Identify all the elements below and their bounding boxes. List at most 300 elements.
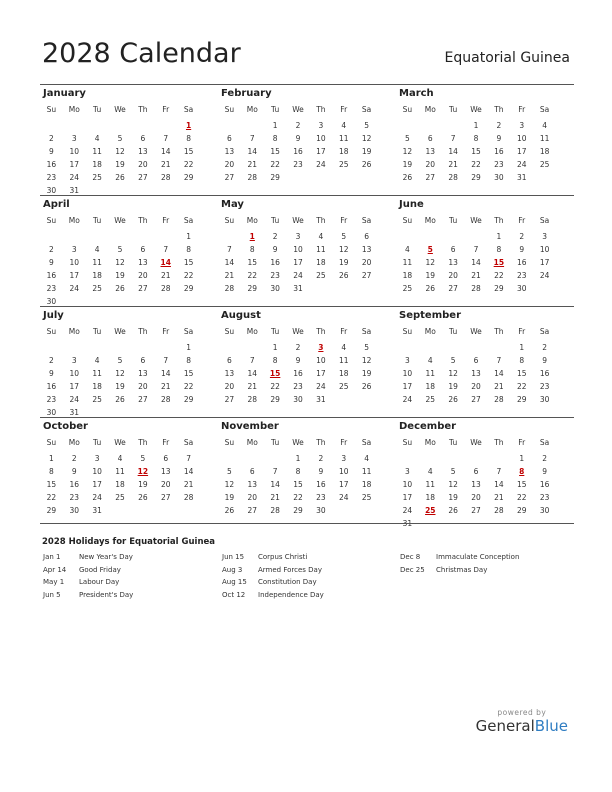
weekday-label: Th bbox=[316, 216, 326, 225]
weekday-label: Fr bbox=[518, 327, 526, 336]
week-row bbox=[40, 158, 200, 171]
day-cell: 8 bbox=[249, 245, 255, 254]
day-cell: 18 bbox=[115, 480, 125, 489]
day-cell: 23 bbox=[539, 493, 550, 502]
day-cell: 22 bbox=[46, 493, 57, 502]
day-cell: 20 bbox=[138, 382, 148, 391]
day-cell: 12 bbox=[224, 480, 235, 489]
week-row bbox=[40, 380, 200, 393]
day-cell: 29 bbox=[270, 173, 280, 182]
week-row bbox=[396, 282, 556, 295]
weekday-label: Fr bbox=[340, 327, 348, 336]
month-days bbox=[396, 119, 556, 184]
weekday-label: Sa bbox=[361, 105, 372, 114]
day-cell: 16 bbox=[494, 147, 504, 156]
day-cell: 21 bbox=[160, 271, 171, 280]
day-cell: 23 bbox=[46, 284, 57, 293]
day-cell: 21 bbox=[494, 382, 504, 391]
holiday-date: Jan 1 bbox=[43, 553, 61, 561]
month-row bbox=[40, 195, 574, 306]
day-cell: 12 bbox=[338, 245, 349, 254]
day-cell: 29 bbox=[293, 506, 303, 515]
day-cell: 3 bbox=[71, 245, 77, 254]
day-cell: 17 bbox=[69, 160, 80, 169]
month-block bbox=[40, 418, 218, 528]
day-cell: 14 bbox=[160, 147, 171, 156]
day-cell: 4 bbox=[318, 232, 324, 241]
day-cell: 5 bbox=[227, 467, 232, 476]
day-cell: 27 bbox=[224, 173, 235, 182]
weekday-label: Fr bbox=[162, 105, 170, 114]
week-row bbox=[396, 230, 556, 243]
week-row bbox=[40, 367, 200, 380]
month-name: March bbox=[399, 88, 434, 99]
day-cell: 5 bbox=[450, 467, 456, 476]
day-cell: 18 bbox=[425, 382, 436, 391]
month-name: December bbox=[399, 421, 457, 432]
day-cell: 30 bbox=[46, 408, 57, 417]
day-cell: 1 bbox=[186, 232, 191, 241]
holiday-day: 12 bbox=[137, 467, 149, 476]
day-cell: 19 bbox=[138, 480, 148, 489]
day-cell: 10 bbox=[316, 356, 326, 365]
holiday-name: Independence Day bbox=[258, 590, 324, 599]
holiday-date: Aug 3 bbox=[222, 565, 243, 574]
calendar-grid bbox=[40, 84, 574, 528]
holiday-day: 3 bbox=[318, 343, 324, 352]
day-cell: 24 bbox=[69, 395, 80, 404]
weekday-label: Tu bbox=[449, 216, 458, 225]
week-row bbox=[218, 478, 378, 491]
day-cell: 14 bbox=[494, 480, 504, 489]
day-cell: 28 bbox=[247, 395, 258, 404]
day-cell: 22 bbox=[270, 160, 280, 169]
day-cell: 17 bbox=[316, 369, 326, 378]
day-cell: 7 bbox=[186, 454, 191, 463]
weekday-label: Th bbox=[138, 438, 148, 447]
holiday-day: 8 bbox=[519, 467, 525, 476]
month-days bbox=[218, 341, 378, 406]
holidays-title: 2028 Holidays for Equatorial Guinea bbox=[42, 537, 215, 547]
day-cell: 30 bbox=[516, 284, 527, 293]
day-cell: 27 bbox=[247, 506, 258, 515]
month-days bbox=[40, 119, 200, 197]
day-cell: 16 bbox=[316, 480, 326, 489]
day-cell: 28 bbox=[270, 506, 280, 515]
holiday-name: Good Friday bbox=[79, 565, 121, 574]
day-cell: 15 bbox=[247, 258, 258, 267]
month-days bbox=[396, 452, 556, 530]
day-cell: 1 bbox=[272, 121, 278, 130]
day-cell: 27 bbox=[138, 284, 148, 293]
day-cell: 19 bbox=[115, 160, 125, 169]
month-block bbox=[396, 307, 574, 417]
day-cell: 14 bbox=[160, 369, 171, 378]
day-cell: 13 bbox=[138, 258, 148, 267]
day-cell: 10 bbox=[402, 480, 413, 489]
week-row bbox=[396, 367, 556, 380]
day-cell: 9 bbox=[542, 356, 547, 365]
holiday-day: 14 bbox=[160, 258, 171, 267]
brand-logo bbox=[476, 708, 568, 735]
weekday-label: Su bbox=[224, 438, 235, 447]
weekday-label: Su bbox=[402, 327, 413, 336]
day-cell: 14 bbox=[183, 467, 194, 476]
day-cell: 18 bbox=[402, 271, 413, 280]
month-name: May bbox=[221, 199, 244, 210]
week-row bbox=[40, 341, 200, 354]
holiday-date: Dec 8 bbox=[400, 553, 421, 561]
weekday-header bbox=[218, 216, 378, 225]
day-cell: 18 bbox=[338, 369, 349, 378]
weekday-label: We bbox=[470, 438, 482, 447]
day-cell: 29 bbox=[516, 395, 527, 404]
day-cell: 16 bbox=[270, 258, 280, 267]
day-cell: 26 bbox=[338, 271, 349, 280]
weekday-label: Su bbox=[402, 438, 413, 447]
day-cell: 11 bbox=[425, 480, 436, 489]
holiday-item bbox=[222, 591, 324, 604]
day-cell: 26 bbox=[448, 506, 458, 515]
month-name: November bbox=[221, 421, 279, 432]
day-cell: 25 bbox=[338, 160, 349, 169]
day-cell: 11 bbox=[92, 369, 102, 378]
day-cell: 10 bbox=[293, 245, 303, 254]
day-cell: 29 bbox=[471, 173, 481, 182]
day-cell: 9 bbox=[519, 245, 525, 254]
day-cell: 18 bbox=[361, 480, 372, 489]
month-block bbox=[40, 196, 218, 306]
day-cell: 20 bbox=[361, 258, 372, 267]
day-cell: 28 bbox=[160, 173, 171, 182]
holiday-day: 5 bbox=[427, 245, 433, 254]
day-cell: 22 bbox=[183, 382, 194, 391]
weekday-label: We bbox=[470, 105, 482, 114]
weekday-header bbox=[218, 105, 378, 114]
holiday-name: Corpus Christi bbox=[258, 553, 308, 561]
day-cell: 10 bbox=[69, 369, 80, 378]
week-row bbox=[40, 256, 200, 269]
day-cell: 23 bbox=[69, 493, 80, 502]
day-cell: 1 bbox=[519, 454, 525, 463]
day-cell: 14 bbox=[247, 369, 258, 378]
country-name: Equatorial Guinea bbox=[444, 50, 570, 66]
day-cell: 25 bbox=[338, 382, 349, 391]
day-cell: 6 bbox=[140, 134, 146, 143]
day-cell: 28 bbox=[247, 173, 258, 182]
day-cell: 19 bbox=[338, 258, 349, 267]
day-cell: 18 bbox=[316, 258, 326, 267]
day-cell: 5 bbox=[364, 121, 369, 130]
day-cell: 8 bbox=[496, 245, 502, 254]
week-row bbox=[218, 158, 378, 171]
week-row bbox=[396, 132, 556, 145]
day-cell: 15 bbox=[270, 147, 280, 156]
day-cell: 1 bbox=[186, 343, 191, 352]
day-cell: 26 bbox=[361, 382, 372, 391]
holiday-name: Labour Day bbox=[79, 578, 120, 586]
day-cell: 31 bbox=[293, 284, 303, 293]
day-cell: 4 bbox=[427, 356, 433, 365]
day-cell: 7 bbox=[163, 245, 169, 254]
weekday-label: Mo bbox=[424, 105, 436, 114]
day-cell: 2 bbox=[542, 454, 547, 463]
weekday-label: Th bbox=[316, 105, 326, 114]
day-cell: 6 bbox=[249, 467, 255, 476]
day-cell: 8 bbox=[272, 134, 278, 143]
day-cell: 9 bbox=[49, 147, 54, 156]
holiday-name: New Year's Day bbox=[79, 553, 133, 561]
day-cell: 25 bbox=[425, 395, 436, 404]
month-block bbox=[218, 85, 396, 195]
day-cell: 29 bbox=[183, 395, 194, 404]
day-cell: 17 bbox=[69, 271, 80, 280]
day-cell: 22 bbox=[516, 493, 527, 502]
day-cell: 2 bbox=[295, 121, 301, 130]
day-cell: 27 bbox=[361, 271, 372, 280]
holiday-date: Jun 15 bbox=[222, 553, 245, 561]
day-cell: 12 bbox=[361, 356, 372, 365]
month-days bbox=[218, 119, 378, 184]
day-cell: 13 bbox=[224, 147, 235, 156]
day-cell: 7 bbox=[249, 356, 255, 365]
day-cell: 27 bbox=[448, 284, 458, 293]
month-days bbox=[40, 230, 200, 308]
day-cell: 29 bbox=[516, 506, 527, 515]
weekday-label: Th bbox=[494, 105, 504, 114]
day-cell: 13 bbox=[448, 258, 458, 267]
day-cell: 8 bbox=[295, 467, 301, 476]
day-cell: 30 bbox=[494, 173, 504, 182]
weekday-label: Sa bbox=[183, 327, 194, 336]
weekday-label: Su bbox=[46, 327, 57, 336]
holiday-item bbox=[400, 566, 519, 579]
day-cell: 13 bbox=[138, 147, 148, 156]
brand-name: GeneralBlue bbox=[475, 717, 568, 735]
day-cell: 24 bbox=[516, 160, 527, 169]
day-cell: 6 bbox=[140, 245, 146, 254]
holiday-date: Oct 12 bbox=[222, 590, 246, 599]
weekday-label: Fr bbox=[340, 438, 348, 447]
weekday-label: We bbox=[292, 438, 304, 447]
holiday-item bbox=[43, 578, 133, 591]
month-days bbox=[218, 452, 378, 517]
day-cell: 4 bbox=[94, 245, 100, 254]
weekday-label: We bbox=[470, 327, 482, 336]
day-cell: 20 bbox=[160, 480, 171, 489]
week-row bbox=[218, 243, 378, 256]
day-cell: 4 bbox=[117, 454, 123, 463]
day-cell: 25 bbox=[92, 173, 102, 182]
weekday-label: Tu bbox=[93, 438, 102, 447]
day-cell: 21 bbox=[183, 480, 194, 489]
day-cell: 17 bbox=[92, 480, 102, 489]
day-cell: 12 bbox=[115, 258, 125, 267]
day-cell: 19 bbox=[448, 493, 458, 502]
day-cell: 15 bbox=[516, 369, 527, 378]
day-cell: 24 bbox=[402, 395, 413, 404]
week-row bbox=[40, 465, 200, 478]
holiday-day: 15 bbox=[269, 369, 281, 378]
week-row bbox=[218, 491, 378, 504]
month-days bbox=[396, 341, 556, 406]
day-cell: 1 bbox=[295, 454, 301, 463]
weekday-label: Fr bbox=[162, 216, 170, 225]
weekday-label: We bbox=[114, 327, 126, 336]
day-cell: 20 bbox=[471, 382, 481, 391]
day-cell: 26 bbox=[115, 395, 125, 404]
day-cell: 26 bbox=[138, 493, 148, 502]
day-cell: 25 bbox=[115, 493, 125, 502]
day-cell: 20 bbox=[471, 493, 481, 502]
day-cell: 11 bbox=[361, 467, 372, 476]
day-cell: 5 bbox=[341, 232, 347, 241]
holiday-item bbox=[222, 553, 324, 566]
day-cell: 3 bbox=[542, 232, 547, 241]
weekday-label: We bbox=[114, 105, 126, 114]
month-days bbox=[40, 341, 200, 419]
day-cell: 3 bbox=[94, 454, 100, 463]
day-cell: 27 bbox=[160, 493, 171, 502]
weekday-label: Tu bbox=[93, 105, 102, 114]
day-cell: 8 bbox=[473, 134, 479, 143]
day-cell: 30 bbox=[69, 506, 80, 515]
weekday-label: Mo bbox=[246, 438, 258, 447]
month-row bbox=[40, 306, 574, 417]
weekday-label: Fr bbox=[518, 438, 526, 447]
day-cell: 3 bbox=[519, 121, 525, 130]
weekday-label: Sa bbox=[361, 327, 372, 336]
day-cell: 7 bbox=[163, 356, 169, 365]
week-row bbox=[396, 380, 556, 393]
day-cell: 2 bbox=[71, 454, 77, 463]
day-cell: 19 bbox=[115, 382, 125, 391]
day-cell: 20 bbox=[138, 271, 148, 280]
day-cell: 6 bbox=[473, 467, 479, 476]
day-cell: 25 bbox=[92, 284, 102, 293]
day-cell: 17 bbox=[402, 493, 413, 502]
divider bbox=[40, 523, 574, 524]
week-row bbox=[40, 478, 200, 491]
day-cell: 29 bbox=[494, 284, 504, 293]
day-cell: 17 bbox=[316, 147, 326, 156]
day-cell: 8 bbox=[186, 356, 191, 365]
day-cell: 10 bbox=[338, 467, 349, 476]
weekday-label: Th bbox=[138, 216, 148, 225]
day-cell: 6 bbox=[140, 356, 146, 365]
day-cell: 28 bbox=[160, 284, 171, 293]
day-cell: 28 bbox=[471, 284, 481, 293]
month-name: February bbox=[221, 88, 272, 99]
day-cell: 14 bbox=[448, 147, 458, 156]
day-cell: 1 bbox=[519, 343, 525, 352]
day-cell: 17 bbox=[69, 382, 80, 391]
day-cell: 17 bbox=[402, 382, 413, 391]
week-row bbox=[218, 465, 378, 478]
weekday-label: Su bbox=[46, 438, 57, 447]
weekday-label: Mo bbox=[424, 216, 436, 225]
day-cell: 9 bbox=[295, 134, 301, 143]
weekday-label: Tu bbox=[449, 105, 458, 114]
weekday-label: Mo bbox=[246, 105, 258, 114]
day-cell: 14 bbox=[270, 480, 280, 489]
weekday-label: Mo bbox=[68, 438, 80, 447]
holiday-date: Aug 15 bbox=[222, 578, 247, 586]
week-row bbox=[396, 465, 556, 478]
month-block bbox=[218, 418, 396, 528]
day-cell: 29 bbox=[183, 284, 194, 293]
day-cell: 10 bbox=[69, 258, 80, 267]
weekday-label: Sa bbox=[539, 105, 550, 114]
day-cell: 22 bbox=[516, 382, 527, 391]
day-cell: 12 bbox=[425, 258, 436, 267]
day-cell: 9 bbox=[49, 369, 54, 378]
day-cell: 1 bbox=[473, 121, 479, 130]
day-cell: 2 bbox=[49, 134, 54, 143]
day-cell: 17 bbox=[516, 147, 527, 156]
weekday-label: Mo bbox=[246, 327, 258, 336]
week-row bbox=[396, 491, 556, 504]
weekday-label: Tu bbox=[93, 327, 102, 336]
day-cell: 24 bbox=[402, 506, 413, 515]
holiday-column-3 bbox=[400, 553, 519, 578]
week-row bbox=[218, 230, 378, 243]
day-cell: 30 bbox=[539, 395, 550, 404]
day-cell: 23 bbox=[316, 493, 326, 502]
weekday-label: Su bbox=[46, 105, 57, 114]
week-row bbox=[40, 119, 200, 132]
week-row bbox=[40, 171, 200, 184]
month-block bbox=[396, 418, 574, 528]
weekday-label: Mo bbox=[68, 327, 80, 336]
day-cell: 24 bbox=[92, 493, 102, 502]
week-row bbox=[396, 478, 556, 491]
day-cell: 4 bbox=[405, 245, 410, 254]
day-cell: 12 bbox=[448, 480, 458, 489]
weekday-label: We bbox=[470, 216, 482, 225]
day-cell: 14 bbox=[471, 258, 481, 267]
week-row bbox=[218, 367, 378, 380]
day-cell: 5 bbox=[117, 134, 123, 143]
weekday-label: Tu bbox=[93, 216, 102, 225]
month-name: September bbox=[399, 310, 461, 321]
day-cell: 4 bbox=[542, 121, 547, 130]
day-cell: 12 bbox=[361, 134, 372, 143]
day-cell: 22 bbox=[247, 271, 258, 280]
day-cell: 23 bbox=[516, 271, 527, 280]
day-cell: 22 bbox=[494, 271, 504, 280]
weekday-header bbox=[40, 327, 200, 336]
weekday-label: Mo bbox=[424, 327, 436, 336]
day-cell: 30 bbox=[316, 506, 326, 515]
weekday-header bbox=[40, 438, 200, 447]
weekday-label: Su bbox=[224, 216, 235, 225]
weekday-label: We bbox=[114, 216, 126, 225]
day-cell: 2 bbox=[542, 343, 547, 352]
weekday-label: Tu bbox=[271, 438, 280, 447]
month-block bbox=[218, 196, 396, 306]
day-cell: 1 bbox=[272, 343, 278, 352]
holiday-date: May 1 bbox=[43, 578, 65, 586]
day-cell: 27 bbox=[471, 506, 481, 515]
day-cell: 18 bbox=[92, 160, 102, 169]
day-cell: 19 bbox=[115, 271, 125, 280]
month-block bbox=[396, 85, 574, 195]
day-cell: 27 bbox=[425, 173, 436, 182]
month-block bbox=[40, 85, 218, 195]
day-cell: 16 bbox=[69, 480, 80, 489]
week-row bbox=[40, 230, 200, 243]
